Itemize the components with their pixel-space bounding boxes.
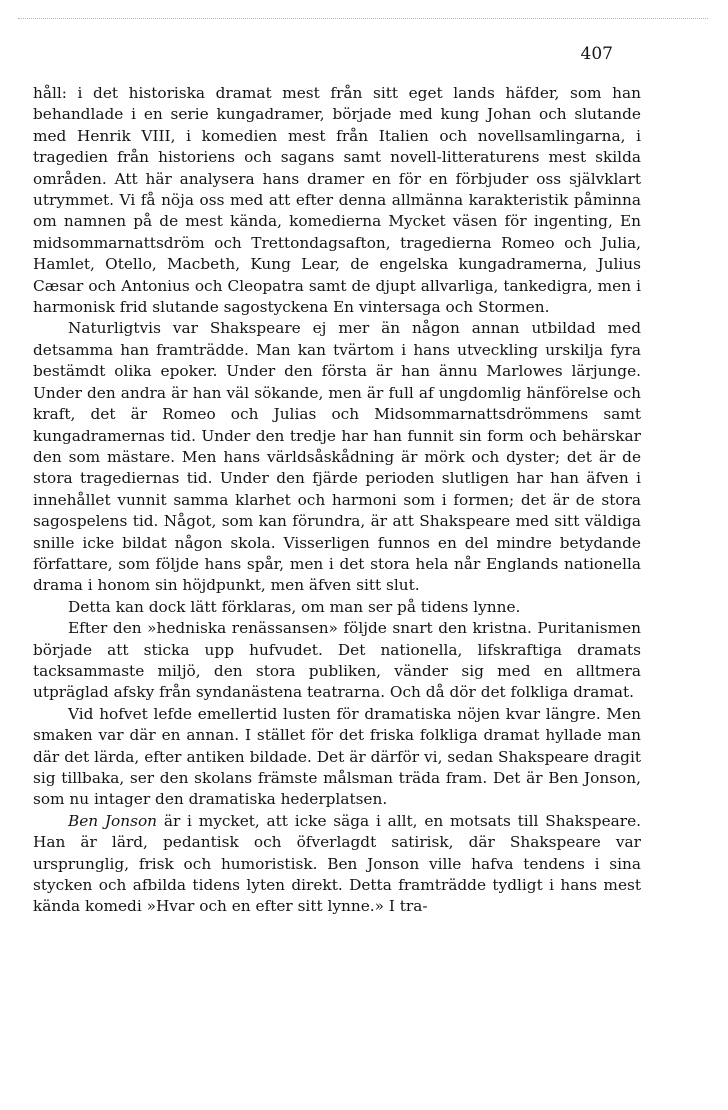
top-edge-rule	[18, 18, 708, 19]
paragraph-5: Vid hofvet lefde emellertid lusten för dramatiska nöjen kvar längre. Men smaken var där en annan. I stället för det friska folkliga dramat hyllade man där det lärda, efter antiken bildade. Det är därför vi, sedan Shakspeare dragit sig tillbaka, ser den skolans främste målsman träda fram. Det är Ben Jonson, som nu intager den dramatiska hederplatsen.	[33, 704, 641, 809]
paragraph-6-italic-name: Ben Jonson	[68, 811, 158, 830]
paragraph-1: håll: i det historiska dramat mest från sitt eget lands häfder, som han behandlade i en serie kungadramer, började med kung Johan och slutande med Henrik VIII, i komedien mest från Italien och novellsamlingarna, i tragedien från historiens och sagans samt novell-litteraturens mest skilda områden. Att här analysera hans dramer en för en förbjuder oss självklart utrymmet. Vi få nöja oss med att efter denna allmänna karakteristik påminna om namnen på de mest kända, komedierna Mycket väsen för ingenting, En midsommarnattsdröm och Trettondagsafton, tragedierna Romeo och Julia, Hamlet, Otello, Macbeth, Kung Lear, de engelska kungadramerna, Julius Cæsar och Antonius och Cleopatra samt de djupt allvarliga, tankedigra, men i harmonisk frid slutande sagostyckena En vintersaga och Stormen.	[33, 84, 641, 317]
page-number: 407	[580, 44, 613, 64]
paragraph-3: Detta kan dock lätt förklaras, om man ser på tidens lynne.	[68, 597, 521, 616]
paragraph-4: Efter den »hedniska renässansen» följde snart den kristna. Puritanismen började att sticka upp hufvudet. Det nationella, lifskraftiga dramats tacksammaste miljö, den stora publiken, vänder sig med en alltmera utpräglad afsky från syndanästena teatrarna. Och då dör det folkliga dramat.	[33, 619, 641, 702]
paragraph-2: Naturligtvis var Shakspeare ej mer än någon annan utbildad med detsamma han framträdde. Man kan tvärtom i hans utveckling urskilja fyra bestämdt olika epoker. Under den första är han ännu Marlowes lärjunge. Under den andra är han väl sökande, men är full af ungdomlig hänförelse och kraft, det är Romeo och Julias och Midsommarnattsdrömmens samt kungadramernas tid. Under den tredje har han funnit sin form och behärskar den som mästare. Men hans världsåskådning är mörk och dyster; det är de stora tragediernas tid. Under den fjärde perioden slutligen har han äfven i innehållet vunnit samma klarhet och harmoni som i formen; det är de stora sagospelens tid. Något, som kan förundra, är att Shakspeare med sitt väldiga snille icke bildat någon skola. Visserligen funnos en del mindre betydande författare, som följde hans spår, men i det stora hela når Englands nationella drama i honom sin höjdpunkt, men äfven sitt slut.	[33, 319, 641, 595]
paragraph-6-text: är i mycket, att icke säga i allt, en motsats till Shakspeare. Han är lärd, pedantisk och öfverlagdt satirisk, där Shakspeare var ursprunglig, frisk och humoristisk. Ben Jonson ville hafva tendens i sina stycken och afbilda tidens lyten direkt. Detta framträdde tydligt i hans mest kända komedi »Hvar och en efter sitt lynne.» I tra-	[33, 811, 641, 916]
body-text	[33, 83, 641, 918]
paragraph-6	[33, 811, 641, 918]
